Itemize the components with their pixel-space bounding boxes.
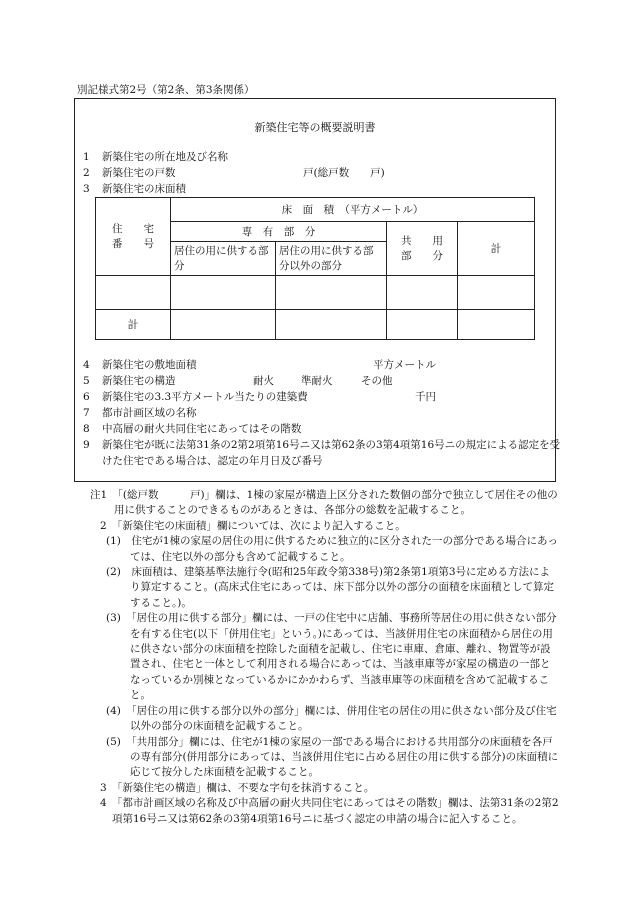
table-cell xyxy=(171,276,276,310)
form-title: 新築住宅等の概要説明書 xyxy=(254,121,376,134)
table-cell xyxy=(458,276,535,310)
table-cell xyxy=(276,276,387,310)
table-cell xyxy=(276,310,387,340)
table-cell xyxy=(96,276,171,310)
table-cell xyxy=(458,310,535,340)
item-2: 2 新築住宅の戸数 xyxy=(83,167,176,179)
site-area-unit: 平方メートル xyxy=(373,359,436,371)
note-2-2: (2) 床面積は、建築基準法施行令(昭和25年政令第338号)第2条第1項第3号に定める方法により算定すること。(高床式住宅にあっては、床下部分以外の部分の面積を床面積として算定すること。)。 xyxy=(106,566,554,609)
note-3: 3 「新築住宅の構造」欄は、不要な字句を抹消すること。 xyxy=(100,781,375,794)
total-row-label: 計 xyxy=(96,310,171,340)
note-2-5: (5) 「共用部分」欄には、住宅が1棟の家屋の一部である場合における共用部分の床面積を各戸の専有部分(併用部分にあっては、当該併用住宅に占める居住の用に供する部分)の床面積に応じて按分した床面積を記載すること。 xyxy=(106,735,559,779)
table-cell xyxy=(387,276,458,310)
note-2: 2 「新築住宅の床面積」欄については、次により記入すること。 xyxy=(100,519,406,532)
structure-option-fireproof: 耐火 xyxy=(253,375,274,387)
notes xyxy=(90,488,560,827)
item-6: 6 新築住宅の3.3平方メートル当たりの建築費 xyxy=(83,391,308,403)
floor-area-table xyxy=(95,197,535,340)
item-9: 9 新築住宅が既に法第31条の2第2項第16号ニ又は第62条の3第4項第16号ニの規定による認定を受けた住宅である場合は、認定の年月日及び番号 xyxy=(83,439,561,467)
non-residential-header: 居住の用に供する部分以外の部分 xyxy=(276,242,387,276)
item-3: 3 新築住宅の床面積 xyxy=(83,183,186,195)
table-cell xyxy=(171,310,276,340)
note-2-1: (1) 住宅が1棟の家屋の居住の用に供するために独立的に区分された一の部分である場合にあっては、住宅以外の部分も含めて記載すること。 xyxy=(106,535,558,563)
structure-option-semi-fireproof: 準耐火 xyxy=(301,375,333,387)
unit-count-label: 戸(総戸数 戸) xyxy=(303,167,385,179)
item-5: 5 新築住宅の構造 xyxy=(83,375,176,387)
floor-area-header: 床 面 積 （平方メートル） xyxy=(171,198,535,222)
cost-unit: 千円 xyxy=(415,391,436,403)
form-label: 別記様式第2号（第2条、第3条関係） xyxy=(77,84,255,96)
residential-header: 居住の用に供する部分 xyxy=(171,242,276,276)
item-7: 7 都市計画区域の名称 xyxy=(83,407,197,419)
form-frame xyxy=(74,98,561,482)
item-8: 8 中高層の耐火共同住宅にあってはその階数 xyxy=(83,423,302,435)
table-cell xyxy=(387,310,458,340)
note-2-3: (3) 「居住の用に供する部分」欄には、一戸の住宅中に店舗、事務所等居住の用に供さない部分を有する住宅(以下「併用住宅」という。)にあっては、当該併用住宅の床面積から居住の用に供さない部分の床面積を控除した面積を記載し、住宅に車庫、倉庫、離れ、物置等が設置され、住宅と一体として利用される場合にあっては、当該車庫等が家屋の構造の一部となっているか別棟となっているかにかかわらず、当該車庫等の床面積を含めて記載すること。 xyxy=(106,612,557,702)
item-1: 1 新築住宅の所在地及び名称 xyxy=(83,151,228,163)
note-4: 4 「都市計画区域の名称及び中高層の耐火共同住宅にあってはその階数」欄は、法第31条の2第2項第16号ニ又は第62条の3第4項第16号ニに基づく認定の申請の場合に記入すること。 xyxy=(100,797,559,825)
structure-option-other: その他 xyxy=(361,375,393,387)
note-2-4: (4) 「居住の用に供する部分以外の部分」欄には、併用住宅の居住の用に供さない部分及び住宅以外の部分の床面積を記載すること。 xyxy=(106,704,557,733)
item-4: 4 新築住宅の敷地面積 xyxy=(83,359,197,371)
note-1: 注1 「(総戸数 戸)」欄は、1棟の家屋が構造上区分された数個の部分で独立して居住その他の用に供することのできるものがあるときは、各部分の総数を記載すること。 xyxy=(90,489,558,517)
house-number-header: 住 宅 番 号 xyxy=(96,198,171,276)
exclusive-header: 専 有 部 分 xyxy=(171,222,387,242)
total-header: 計 xyxy=(458,222,535,276)
common-header: 共 用 部 分 xyxy=(387,222,458,276)
